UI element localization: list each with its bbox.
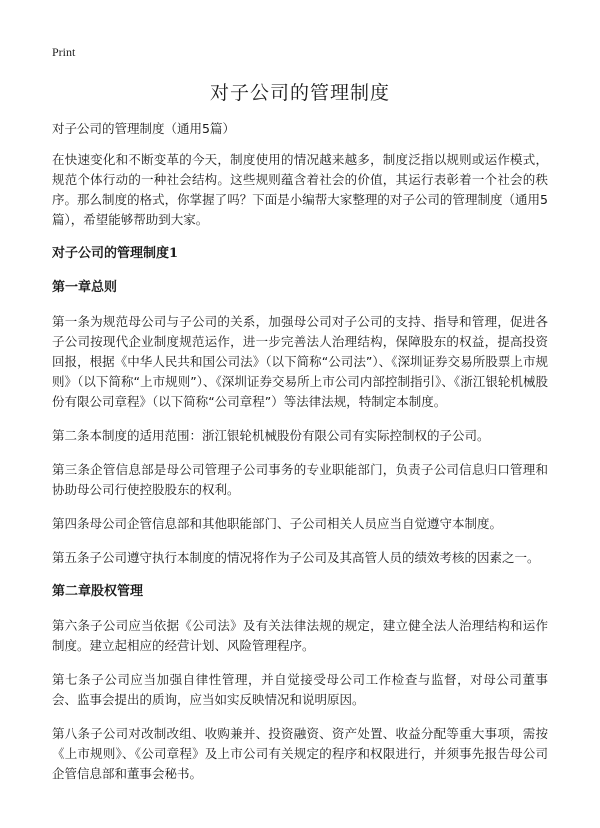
intro-paragraph: 在快速变化和不断变革的今天，制度使用的情况越来越多，制度泛指以规则或运作模式，规范个体行动的一种社会结构。这些规则蕴含着社会的价值，其运行表彰着一个社会的秩序。那么制度的格式，你掌握了吗？下面是小编帮大家整理的对子公司的管理制度（通用5篇），希望能够帮助到大家。 bbox=[52, 152, 548, 227]
document-subtitle: 对子公司的管理制度（通用5篇） bbox=[52, 121, 235, 136]
article-7: 第七条子公司应当加强自律性管理，并自觉接受母公司工作检查与监督，对母公司董事会、监事会提出的质询，应当如实反映情况和说明原因。 bbox=[52, 672, 548, 707]
article-6: 第六条子公司应当依据《公司法》及有关法律法规的规定，建立健全法人治理结构和运作制度。建立起相应的经营计划、风险管理程序。 bbox=[52, 618, 548, 653]
article-8: 第八条子公司对改制改组、收购兼并、投资融资、资产处置、收益分配等重大事项，需按《上市规则》、《公司章程》及上市公司有关规定的程序和权限进行，并须事先报告母公司企管信息部和董事会秘书。 bbox=[52, 726, 548, 781]
article-5: 第五条子公司遵守执行本制度的情况将作为子公司及其高管人员的绩效考核的因素之一。 bbox=[52, 550, 540, 565]
article-2: 第二条本制度的适用范围：浙江银轮机械股份有限公司有实际控制权的子公司。 bbox=[52, 428, 490, 443]
article-1: 第一条为规范母公司与子公司的关系，加强母公司对子公司的支持、指导和管理，促进各子公司按现代企业制度规范运作，进一步完善法人治理结构，保障股东的权益，提高投资回报，根据《中华人民共和国公司法》（以下简称“公司法”）、《深圳证券交易所股票上市规则》（以下简称“上市规则”）、《深圳证券交易所上市公司内部控制指引》、《浙江银轮机械股份有限公司章程》（以下简称“公司章程”）等法律法规，特制定本制度。 bbox=[52, 314, 548, 409]
chapter-heading-1: 第一章总则 bbox=[52, 280, 118, 295]
chapter-heading-2: 第二章股权管理 bbox=[52, 584, 144, 599]
page-title: 对子公司的管理制度 bbox=[209, 82, 390, 104]
article-3: 第三条企管信息部是母公司管理子公司事务的专业职能部门，负责子公司信息归口管理和协助母公司行使控股股东的权利。 bbox=[52, 462, 548, 497]
section-heading-1: 对子公司的管理制度1 bbox=[52, 246, 179, 261]
print-link[interactable]: Print bbox=[52, 45, 76, 59]
article-4: 第四条母公司企管信息部和其他职能部门、子公司相关人员应当自觉遵守本制度。 bbox=[52, 516, 503, 531]
